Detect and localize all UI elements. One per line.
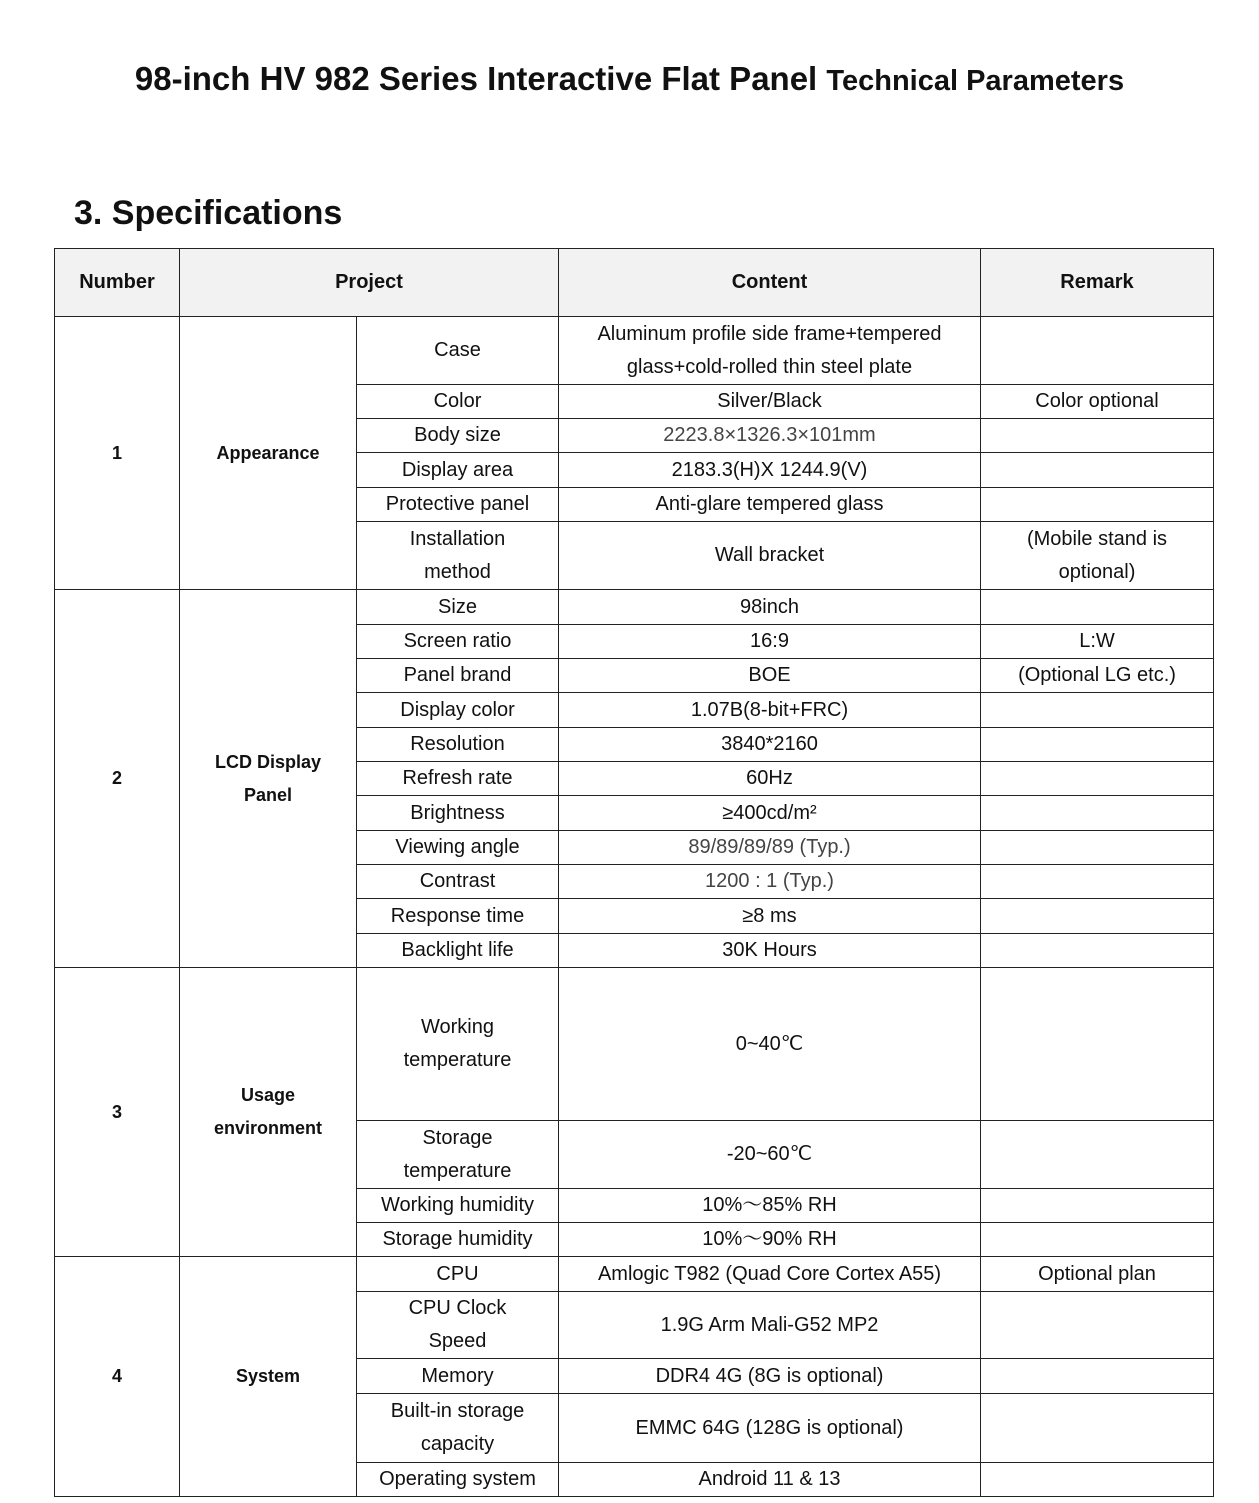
- spec-item: Operating system: [357, 1463, 559, 1497]
- title-tail: Technical Parameters: [826, 65, 1125, 97]
- spec-item: Panel brand: [357, 659, 559, 693]
- spec-remark: [981, 419, 1214, 453]
- spec-remark: Optional plan: [981, 1257, 1214, 1292]
- spec-item: Storage humidity: [357, 1223, 559, 1257]
- spec-content: 1.9G Arm Mali-G52 MP2: [559, 1292, 981, 1359]
- spec-content: 1.07B(8-bit+FRC): [559, 693, 981, 728]
- spec-remark: [981, 796, 1214, 831]
- group-name: Usage environment: [180, 968, 357, 1257]
- spec-remark: (Mobile stand is optional): [981, 522, 1214, 590]
- group-number: 1: [55, 317, 180, 590]
- spec-content: EMMC 64G (128G is optional): [559, 1394, 981, 1463]
- document-title: [0, 60, 1259, 98]
- spec-remark: [981, 693, 1214, 728]
- spec-item: Color: [357, 385, 559, 419]
- spec-content: 60Hz: [559, 762, 981, 796]
- spec-content: DDR4 4G (8G is optional): [559, 1359, 981, 1394]
- spec-content: 2223.8×1326.3×101mm: [559, 419, 981, 453]
- spec-item: Display area: [357, 453, 559, 488]
- spec-remark: [981, 934, 1214, 968]
- spec-remark: [981, 899, 1214, 934]
- spec-content: 0~40℃: [559, 968, 981, 1121]
- spec-content: Amlogic T982 (Quad Core Cortex A55): [559, 1257, 981, 1292]
- header-row: [55, 249, 1214, 317]
- spec-remark: [981, 1463, 1214, 1497]
- spec-content: Wall bracket: [559, 522, 981, 590]
- spec-remark: [981, 831, 1214, 865]
- group-number: 4: [55, 1257, 180, 1497]
- table-row: [55, 590, 1214, 625]
- spec-content: 2183.3(H)X 1244.9(V): [559, 453, 981, 488]
- spec-item: Viewing angle: [357, 831, 559, 865]
- table-row: [55, 968, 1214, 1121]
- specifications-table: [54, 248, 1214, 1497]
- table-row: [55, 317, 1214, 385]
- spec-content: Silver/Black: [559, 385, 981, 419]
- spec-remark: Color optional: [981, 385, 1214, 419]
- header-number: Number: [55, 249, 180, 317]
- spec-remark: [981, 1189, 1214, 1223]
- spec-remark: [981, 1292, 1214, 1359]
- spec-item: Storage temperature: [357, 1121, 559, 1189]
- spec-remark: [981, 728, 1214, 762]
- spec-remark: [981, 590, 1214, 625]
- spec-item: Resolution: [357, 728, 559, 762]
- spec-remark: L:W: [981, 625, 1214, 659]
- spec-item: Memory: [357, 1359, 559, 1394]
- spec-content: ≥8 ms: [559, 899, 981, 934]
- spec-remark: [981, 1359, 1214, 1394]
- spec-item: Working humidity: [357, 1189, 559, 1223]
- spec-content: 1200 : 1 (Typ.): [559, 865, 981, 899]
- spec-content: 10%～85% RH: [559, 1189, 981, 1223]
- spec-content: -20~60℃: [559, 1121, 981, 1189]
- group-name: LCD Display Panel: [180, 590, 357, 968]
- spec-item: Screen ratio: [357, 625, 559, 659]
- spec-content: 3840*2160: [559, 728, 981, 762]
- spec-remark: [981, 968, 1214, 1121]
- spec-item: Body size: [357, 419, 559, 453]
- spec-item: Backlight life: [357, 934, 559, 968]
- spec-remark: [981, 453, 1214, 488]
- spec-content: 16:9: [559, 625, 981, 659]
- spec-item: Size: [357, 590, 559, 625]
- spec-item: Response time: [357, 899, 559, 934]
- group-name: System: [180, 1257, 357, 1497]
- spec-remark: [981, 865, 1214, 899]
- spec-content: BOE: [559, 659, 981, 693]
- spec-content: Android 11 & 13: [559, 1463, 981, 1497]
- table-row: [55, 1257, 1214, 1292]
- spec-item: Working temperature: [357, 968, 559, 1121]
- spec-item: Protective panel: [357, 488, 559, 522]
- spec-content: 98inch: [559, 590, 981, 625]
- spec-remark: [981, 1223, 1214, 1257]
- spec-content: 89/89/89/89 (Typ.): [559, 831, 981, 865]
- spec-item: Refresh rate: [357, 762, 559, 796]
- spec-item: CPU Clock Speed: [357, 1292, 559, 1359]
- spec-item: Built-in storage capacity: [357, 1394, 559, 1463]
- spec-remark: [981, 488, 1214, 522]
- header-content: Content: [559, 249, 981, 317]
- spec-item: CPU: [357, 1257, 559, 1292]
- spec-item: Installation method: [357, 522, 559, 590]
- spec-remark: [981, 762, 1214, 796]
- spec-remark: [981, 1394, 1214, 1463]
- section-heading: 3. Specifications: [74, 194, 343, 232]
- header-remark: Remark: [981, 249, 1214, 317]
- spec-remark: [981, 317, 1214, 385]
- spec-content: Anti-glare tempered glass: [559, 488, 981, 522]
- spec-content: 30K Hours: [559, 934, 981, 968]
- title-main: 98-inch HV 982 Series Interactive Flat Panel: [134, 60, 818, 97]
- group-name: Appearance: [180, 317, 357, 590]
- group-number: 2: [55, 590, 180, 968]
- header-project: Project: [180, 249, 559, 317]
- spec-item: Brightness: [357, 796, 559, 831]
- spec-content: 10%～90% RH: [559, 1223, 981, 1257]
- spec-item: Case: [357, 317, 559, 385]
- group-number: 3: [55, 968, 180, 1257]
- spec-item: Display color: [357, 693, 559, 728]
- spec-content: Aluminum profile side frame+tempered glass+cold-rolled thin steel plate: [559, 317, 981, 385]
- spec-item: Contrast: [357, 865, 559, 899]
- spec-remark: (Optional LG etc.): [981, 659, 1214, 693]
- spec-content: ≥400cd/m²: [559, 796, 981, 831]
- spec-remark: [981, 1121, 1214, 1189]
